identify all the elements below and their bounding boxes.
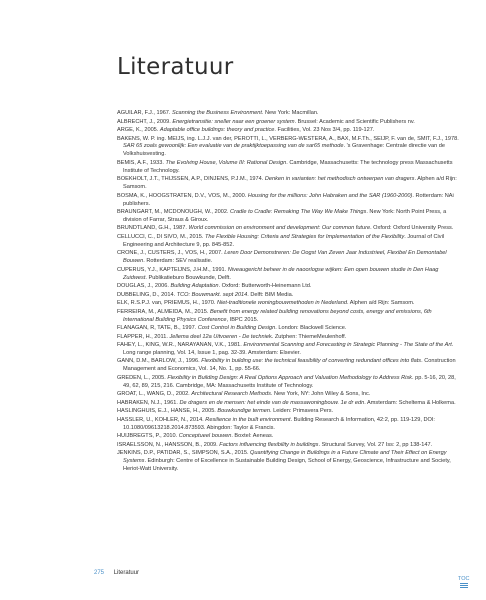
reference-authors: GROAT, L., WANG, D., 2002. xyxy=(117,391,192,398)
footer-label: Literatuur xyxy=(113,570,140,576)
reference-item xyxy=(117,193,462,209)
reference-item xyxy=(117,325,462,333)
reference-authors: CELLUCCI, C., DI SIVO, M., 2015. xyxy=(117,233,205,240)
reference-authors: FLAPPER, H., 2011. xyxy=(117,333,170,340)
reference-details: . Alphen a/d Rijn: Samsom. xyxy=(347,300,415,307)
reference-item xyxy=(117,309,462,325)
reference-title: The Flexible Housing: Criteria and Strategies for Implementation of the Flexibility xyxy=(204,233,405,240)
reference-title: Benefit from energy related building renovations beyond costs, energy and emissions, 6th International Building Physics Conference xyxy=(123,308,432,323)
reference-details: . Cambridge, Massachusetts: The technology press Massachusetts Institute of Technology. xyxy=(123,159,453,174)
reference-details: . Facilities, Vol. 23 Nos 3/4, pp. 119-127. xyxy=(274,127,375,133)
reference-details: . Edinburgh: Centre of Excellence in Sustainable Building Design, School of Energy, Geoscience, Infrastructure and Society, Heriot-Watt University. xyxy=(123,458,451,472)
reference-details: . Alphen a/d Rijn: Samsom. xyxy=(123,176,457,191)
reference-authors: JENKINS, D.P., PATIDAR, S., SIMPSON, S.A., 2015. xyxy=(117,450,251,457)
reference-item xyxy=(117,225,462,233)
reference-title: SAR 65 zoals gewoonlijk: Een evaluatie van de praktijktoepassing van de sar65 methode xyxy=(123,143,344,150)
reference-title: Adaptable office buildings: theory and practice xyxy=(159,127,275,133)
reference-details: . New York: Macmillan. xyxy=(261,110,319,116)
reference-details: . London: Blackwell Science. xyxy=(275,325,347,332)
reference-title: De dragers en de mensen: het einde van de massawoningbouw. 1e dr edn xyxy=(179,399,365,406)
reference-title: Energietransitie: sneller naar een groener system xyxy=(172,118,295,125)
reference-authors: HASSLER, U., KOHLER, N., 2014. xyxy=(117,416,206,423)
reference-authors: ELK, R.S.P.J. van, PRIEMUS, H., 1970. xyxy=(117,300,218,307)
reference-title: Denken in varianten: het methodisch ontwerpen van dragers xyxy=(264,176,415,183)
reference-item xyxy=(117,408,462,416)
reference-details: . pp. 5-16, 20, 28, 49, 62, 89, 215, 216. Cambridge, MA: Massachusetts Institute of Technology. xyxy=(123,374,456,389)
reference-item xyxy=(117,300,462,308)
reference-authors: FAHEY, L., KING, W.R., NARAYANAN, V.K., 1981. xyxy=(117,342,244,349)
reference-authors: BOSMA, K., HOOGSTRATEN, D.V., VOS, M., 2000. xyxy=(117,192,248,199)
reference-details: . 's Gravenhage: Centrale directie van de Volkshuisvesting. xyxy=(123,143,445,158)
reference-authors: CUPERUS, Y.J., KAPTEIJNS, J.H.M., 1991. xyxy=(117,266,228,273)
page-number: 275 xyxy=(94,570,105,576)
reference-item xyxy=(117,433,462,441)
reference-authors: GANN, D.M., BARLOW, J., 1996. xyxy=(117,358,202,365)
reference-item xyxy=(117,110,462,118)
reference-title: Scanning the Business Environment xyxy=(172,110,262,116)
reference-details: . New York, NY: John Wiley & Sons, Inc. xyxy=(270,391,371,398)
reference-title: Factors influencing flexibility in buildings xyxy=(219,441,319,448)
reference-details: . Rotterdam: SEV realisatie. xyxy=(143,258,213,265)
reference-item xyxy=(117,160,462,176)
reference-authors: ISRAELSSON, N., HANSSON, B., 2009. xyxy=(117,441,220,448)
reference-details: . Publikatieburo Bouwkunde, Delft. xyxy=(145,274,231,281)
reference-authors: ARGE, K., 2005. xyxy=(117,127,160,133)
reference-title: Flexibility in building use: the technical feasibility of converting redundant offices into flats xyxy=(201,358,422,365)
reference-item xyxy=(117,234,462,250)
reference-authors: BRAUNGART, M., MCDONOUGH, W., 2002. xyxy=(117,209,231,216)
reference-details: . Long range planning, Vol. 14, Issue 1, pag. 32-39. Amsterdam: Elsevier. xyxy=(123,342,454,356)
reference-details: . Boxtel: Aeneas. xyxy=(231,433,274,440)
reference-item xyxy=(117,400,462,408)
reference-item xyxy=(117,176,462,192)
reference-details: . Structural Survey, Vol. 27 Iss: 2, pp 138-147. xyxy=(318,441,433,448)
reference-details: . Amsterdam: Scheltema & Holkema. xyxy=(364,399,456,406)
reference-item xyxy=(117,136,462,160)
reference-title: Quantifying Change in Buildings in a Future Climate and Their Effect on Energy Systems xyxy=(123,450,447,465)
reference-title: Building Adaptation xyxy=(170,283,219,290)
reference-title: TCO: Bouwmarkt. sept 2014 xyxy=(176,291,248,298)
reference-authors: BOEKHOLT, J.T., THIJSSEN, A.P., DINJENS, P.J.M., 1974. xyxy=(117,176,265,183)
reference-authors: BAKENS, W. P. ing. MEIJS, ing. L.J.J. van der, PEROTTI, L., VERBERG-WESTERA, A., BAX, M.F.Th., SEIJP, F. van de, SMIT, F.J., 1978. xyxy=(117,135,459,142)
reference-details: . Journal of Civil Engineering and Architecture 9, pp. 845-852. xyxy=(123,233,445,248)
toc-button[interactable] xyxy=(458,576,470,588)
reference-authors: BRUNDTLAND, G.H., 1987. xyxy=(117,225,189,232)
reference-details: . New York: North Point Press, a division of Farrar, Straus & Giroux. xyxy=(123,209,447,223)
reference-item xyxy=(117,250,462,266)
reference-details: . Delft: BIM Media. xyxy=(247,291,294,298)
reference-details: . Brussel: Academic and Scientific Publishers nv. xyxy=(294,118,415,125)
reference-item xyxy=(117,283,462,291)
reference-authors: GREDEN, L., 2005. xyxy=(117,374,168,381)
reference-details: . Construction Management and Economics, Vol. 14, No. 1, pp. 55-66. xyxy=(123,358,456,373)
reference-details: . Rotterdam: NAi publishers. xyxy=(123,192,454,207)
reference-title: Jellema deel 12a Uitvoeren - De technie xyxy=(169,333,269,340)
reference-authors: ALBRECHT, J., 2009. xyxy=(117,118,173,125)
reference-authors: CRONE, J., CUSTERS, J., VOS, H., 2007. xyxy=(117,250,225,257)
reference-item xyxy=(117,292,462,300)
reference-details: . Oxford: Butterworth-Heinemann Ltd. xyxy=(218,283,312,290)
reference-item xyxy=(117,417,462,433)
reference-title: World commission on environment and development: Our common future xyxy=(188,225,371,232)
reference-details: k. Zutphen: ThiemeMeulenhoff. xyxy=(268,333,347,340)
reference-item xyxy=(117,119,462,127)
reference-item xyxy=(117,450,462,474)
reference-item xyxy=(117,127,462,135)
reference-title: Leren Door Demonstreren: De Oogst Van Zeven Jaar Industrieel, Flexibel En Demontabel Bouwen xyxy=(123,250,447,265)
reference-item xyxy=(117,267,462,283)
reference-title: Resilience in the built environment xyxy=(205,416,291,423)
reference-authors: HASLINGHUIS, E.J., HANSE, H., 2005. xyxy=(117,408,218,415)
reference-title: Bouwkundige termen xyxy=(217,408,270,415)
reference-title: Cradle to Cradle: Remaking The Way We Make Things xyxy=(230,209,367,216)
reference-title: Flexibility in Building Design: A Real Options Approach and Valuation Methodology to Address Risk xyxy=(167,374,412,381)
reference-authors: DOUGLAS, J., 2006. xyxy=(117,283,171,290)
reference-title: The Evolving House, Volume III: Rational Design xyxy=(165,159,287,166)
reference-title: Niveaugericht beheer in de naoorlogse wijken: Een open bouwen studie in Den Haag Zuidwest xyxy=(123,266,439,281)
menu-lines-icon xyxy=(458,583,470,588)
reference-item xyxy=(117,342,462,358)
reference-title: Cost Control in Building Design xyxy=(197,325,276,332)
reference-title: Conceptueel bouwen xyxy=(178,433,232,440)
reference-authors: FERREIRA, M., ALMEIDA, M., 2015. xyxy=(117,308,210,315)
reference-authors: BEMIS, A.F., 1933. xyxy=(117,159,166,166)
reference-item xyxy=(117,358,462,374)
page-title: Literatuur xyxy=(117,54,234,80)
reference-title: Environmental Scanning and Forecasting in Strategic Planning - The State of the Art xyxy=(243,342,452,349)
reference-title: Niet-traditionele woningbouwmethoden in Nederland xyxy=(217,300,347,307)
reference-authors: HUIJBREGTS, P., 2010. xyxy=(117,433,179,440)
reference-item xyxy=(117,391,462,399)
reference-list xyxy=(117,110,462,475)
reference-authors: AGUILAR, F.J., 1967. xyxy=(117,110,173,116)
reference-details: , IBPC 2015. xyxy=(226,316,259,323)
reference-item xyxy=(117,334,462,342)
toc-label: TOC xyxy=(458,576,470,582)
reference-details: . Leiden: Primavera Pers. xyxy=(269,408,334,415)
reference-title: Housing for the millions: John Habraken and the SAR (1960-2000) xyxy=(247,192,413,199)
reference-authors: HABRAKEN, N.J., 1961. xyxy=(117,399,180,406)
reference-details: . Building Research & Information, 42:2, pp. 119-129, DOI: 10.1080/09613218.2014.873593. Abingdon: Taylor & Francis. xyxy=(123,416,435,431)
reference-item xyxy=(117,375,462,391)
reference-item xyxy=(117,442,462,450)
reference-item xyxy=(117,209,462,225)
reference-details: . Oxford: Oxford University Press. xyxy=(370,225,454,232)
footer xyxy=(94,570,139,576)
reference-authors: DUBBELING, D., 2014. xyxy=(117,291,177,298)
reference-authors: FLANAGAN, R, TATE, B., 1997. xyxy=(117,325,198,332)
reference-title: Architectural Research Methods xyxy=(191,391,271,398)
